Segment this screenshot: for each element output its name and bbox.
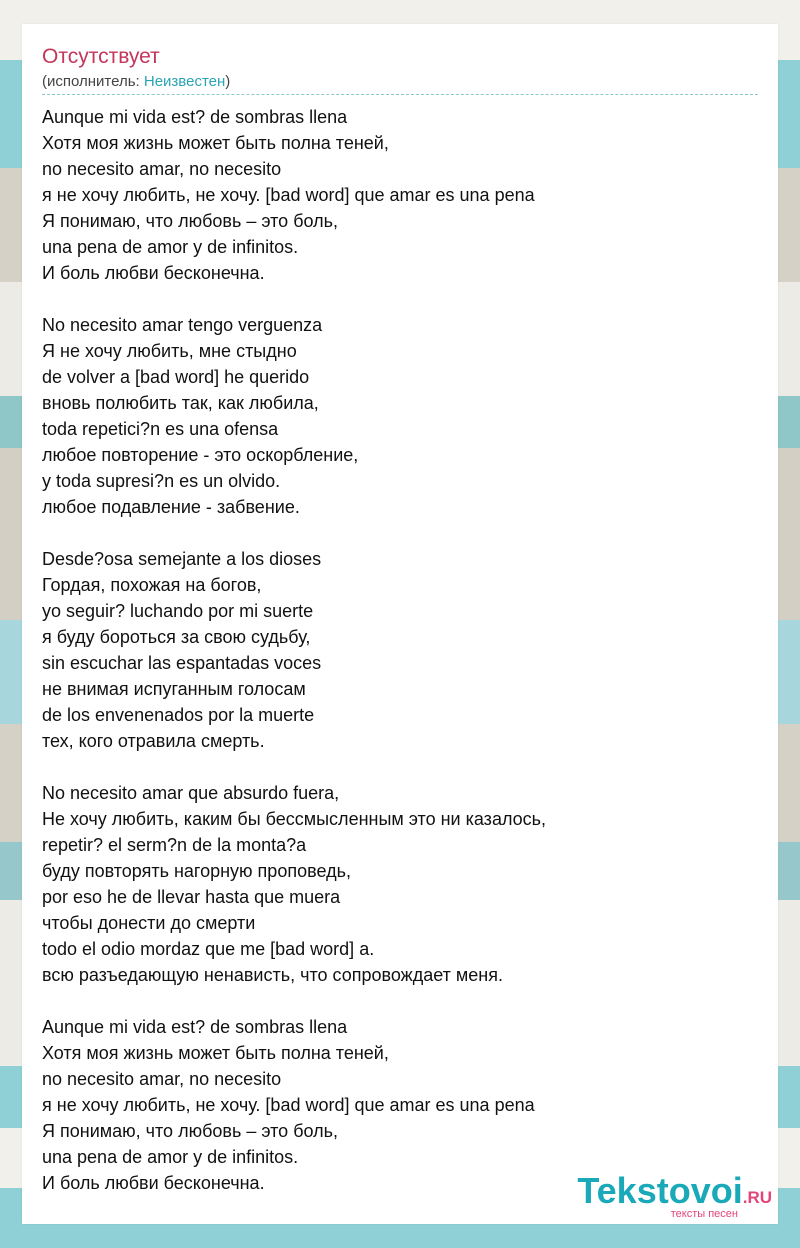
song-title: Отсутствует (42, 45, 160, 68)
artist-line (42, 72, 230, 92)
divider (42, 94, 758, 95)
logo-wordmark: Tekstovoi (577, 1170, 743, 1211)
lyrics-sheet (22, 24, 778, 1224)
site-logo[interactable] (577, 1170, 772, 1220)
lyrics-text: Aunque mi vida est? de sombras llena Хотя моя жизнь может быть полна теней, no necesito amar, no necesito я не хочу любить, не хочу. [bad word] que amar es una pena Я понимаю, что любовь – это боль, una pena de amor y de infinitos. И боль любви бесконечна. No necesito amar tengo verguenza Я не хочу любить, мне стыдно de volver a [bad word] he querido вновь полюбить так, как любила, toda repetici?n es una ofensa любое повторение - это оскорбление, y toda supresi?n es un olvido. любое подавление - забвение. Desde?osa semejante a los dioses Гордая, похожая на богов, yo seguir? luchando por mi suerte я буду бороться за свою судьбу, sin escuchar las espantadas voces не внимая испуганным голосам de los envenenados por la muerte тех, кого отравила смерть. No necesito amar que absurdo fuera, Не хочу любить, каким бы бессмысленным это ни казалось, repetir? el serm?n de la monta?a буду повторять нагорную проповедь, por eso he de llevar hasta que muera чтобы донести до смерти todo el odio mordaz que me [bad word] a. всю разъедающую ненависть, что сопровождает меня. Aunque mi vida est? de sombras llena Хотя моя жизнь может быть полна теней, no necesito amar, no necesito я не хочу любить, не хочу. [bad word] que amar es una pena Я понимаю, что любовь – это боль, una pena de amor y de infinitos. И боль любви бесконечна. (42, 107, 547, 1193)
logo-tagline: тексты песен (670, 1208, 738, 1220)
artist-suffix: ) (225, 73, 231, 90)
artist-prefix: (исполнитель: (42, 73, 144, 90)
artist-link[interactable]: Неизвестен (143, 73, 226, 90)
logo-domain: .RU (742, 1188, 772, 1207)
